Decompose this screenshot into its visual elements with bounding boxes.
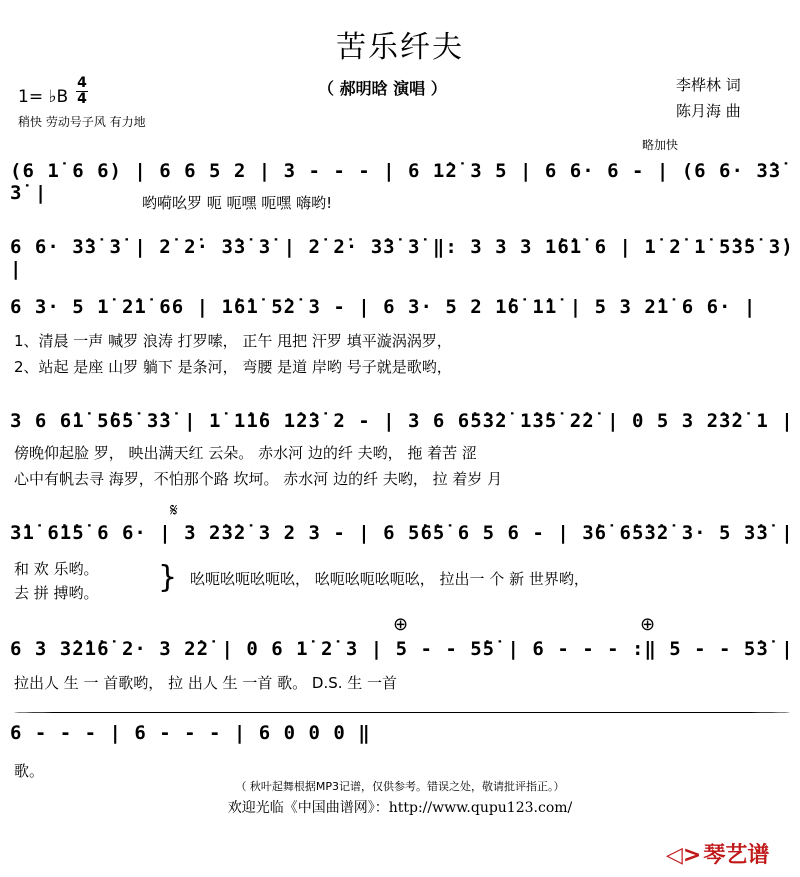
lyrics-row-3-verse-1: 1、清晨 一声 喊罗 浪涛 打罗嗦， 正午 甩把 汗罗 填平漩涡涡罗， <box>14 332 452 350</box>
notation-row-2: 6 6· 3̇3̇ 3̇ | 2̇ 2̇· 3̇3̇ 3̇ | 2̇ 2̇· 3̇3̇ 3̇ ‖: 3 3 3 1̇6̇1̇ 6 | 1̇ 2̇ 1̇ 5̇3̇5̇ 3̇) | <box>10 236 794 280</box>
time-signature <box>76 76 88 107</box>
coda-icon: ⊕ <box>393 614 409 635</box>
lyrics-row-4-verse-2: 心中有帆去寻 海罗，不怕那个路 坎坷。 赤水河 边的纤 夫哟， 拉 着岁 月 <box>14 470 503 488</box>
brand-name: 琴艺谱 <box>703 843 770 868</box>
lyrics-row-3-verse-2: 2、站起 是座 山罗 躺下 是条河， 弯腰 是道 岸哟 号子就是歌哟， <box>14 358 452 376</box>
lyrics-row-5-verse-2: 去 拼 搏哟。 <box>14 584 99 602</box>
performer-line: （ 郝明晗 演唱 ） <box>318 79 447 98</box>
lyrics-row-5-refrain: 吆呃吆呃吆呃吆， 吆呃吆呃吆呃吆， 拉出一 个 新 世界哟， <box>190 570 589 588</box>
time-sig-top: 4 <box>77 75 87 91</box>
notation-row-3: 6 3· 5 1̇ 2̇1̇ 66 | 1̇6̇1̇ 5̇2̇ 3 - | 6 3· 5 2 1̇6̇ 1̇1̇ | 5 3 2̇1̇ 6 6· | <box>10 296 757 318</box>
coda-icon: ⊕ <box>640 614 656 635</box>
lyrics-row-5-verse-1: 和 欢 乐哟。 <box>14 560 99 578</box>
notation-row-4: 3 6 6̇1̇ 5̇6̇5̇ 3̇3̇ | 1̇ 1̇1̇6 1̇2̇3̇ 2 - | 3 6 6̇5̇3̇2̇ 1̇3̇5̇ 2̇2̇ | 0 5 3 2̇3̇2̇ 1 | <box>10 410 794 432</box>
tempo-marking: 稍快 劳动号子风 有力地 <box>18 115 146 129</box>
song-title: 苦乐纤夫 <box>336 30 464 65</box>
notation-row-1: (6 1̇ 6 6) | 6 6 5 2 | 3 - - - | 6 1̇2̇ 3 5 | 6 6· 6 - | (6 6· 3̇3̇ 3̇ | <box>10 160 782 204</box>
site-welcome: 欢迎光临《中国曲谱网》：http://www.qupu123.com/ <box>227 800 573 816</box>
lyricist-credit: 李桦林 词 <box>676 76 741 94</box>
lyrics-row-1: 哟嗬吆罗 呃 呃嘿 呃嘿 嗨哟! <box>142 194 333 212</box>
notation-row-7: 6 - - - | 6 - - - | 6 0 0 0 ‖ <box>10 722 371 744</box>
notation-row-6: 6 3 3̇2̇1̇6̇ 2· 3 2̇2̇ | 0 6 1̇ 2̇ 3 | 5 - - 5̇5̇ | 6 - - - :‖ 5 - - 5̇3̇ | <box>10 638 794 660</box>
segno-icon: 𝄋 <box>170 500 178 521</box>
brand-logo <box>666 838 769 869</box>
lyrics-row-7: 歌。 <box>14 762 45 780</box>
accel-marking: 略加快 <box>642 138 679 152</box>
lyrics-row-4-verse-1: 傍晚仰起脸 罗， 映出满天红 云朵。 赤水河 边的纤 夫哟， 拖 着苦 涩 <box>14 444 477 462</box>
verse-brace: } <box>158 560 178 595</box>
brand-logo-icon: ◁> <box>666 843 702 868</box>
key-signature: 1= ♭B <box>18 87 69 107</box>
transcription-note: （ 秋叶起舞根据MP3记谱，仅供参考。错误之处，敬请批评指正。） <box>235 780 565 793</box>
tie-curve <box>14 712 790 713</box>
time-sig-bottom: 4 <box>77 91 87 107</box>
composer-credit: 陈月海 曲 <box>676 102 741 120</box>
notation-row-5: 3̇1̇ 6̇1̇5̇ 6 6· | 3 2̇3̇2̇ 3 2 3 - | 6 5̇6̇5̇ 6 5 6 - | 3̇6̇ 6̇5̇3̇2̇ 3· 5 3̇3̇ | <box>10 522 794 544</box>
lyrics-row-6: 拉出人 生 一 首歌哟， 拉 出人 生 一首 歌。 D.S. 生 一首 <box>14 674 398 692</box>
